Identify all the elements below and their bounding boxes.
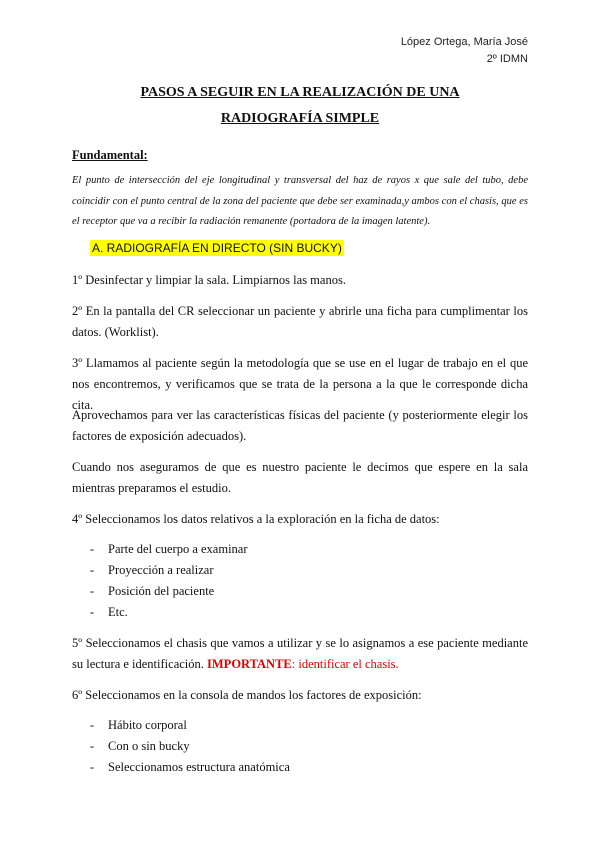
author-name: López Ortega, María José	[400, 36, 528, 48]
dash-bullet: -	[90, 542, 95, 556]
dash-bullet: -	[90, 584, 95, 598]
fundamental-text: El punto de intersección del eje longitudinal y transversal del haz de rayos x que sale del tubo, debe coincidir con el punto central de la zona del paciente que debe ser examinada,y ambos con el chasis, que es el receptor que va a recibir la radiación remanente (portadora de la imagen latente).	[72, 175, 528, 227]
section-a-heading	[90, 238, 344, 259]
list-item-text: Parte del cuerpo a examinar	[108, 542, 248, 556]
important-note: : identificar el chasis.	[291, 657, 399, 671]
step-5	[72, 633, 528, 675]
list-item-text: Posición del paciente	[108, 584, 215, 598]
list-item	[90, 539, 248, 560]
title-line-1: PASOS A SEGUIR EN LA REALIZACIÓN DE UNA	[140, 85, 460, 100]
list-item	[90, 715, 290, 736]
dash-bullet: -	[90, 563, 95, 577]
step-6-list	[90, 715, 290, 778]
list-item	[90, 602, 248, 623]
dash-bullet: -	[90, 718, 95, 732]
list-item	[90, 560, 248, 581]
list-item-text: Con o sin bucky	[108, 739, 190, 753]
step-1: 1º Desinfectar y limpiar la sala. Limpiarnos las manos.	[72, 273, 346, 287]
paragraph-confirm-patient: Cuando nos aseguramos de que es nuestro paciente le decimos que espere en la sala mientras preparamos el estudio.	[72, 460, 528, 495]
author-block	[401, 34, 528, 68]
fundamental-heading: Fundamental:	[72, 148, 148, 162]
list-item	[90, 581, 248, 602]
list-item	[90, 757, 290, 778]
list-item	[90, 736, 290, 757]
step-2: 2º En la pantalla del CR seleccionar un paciente y abrirle una ficha para cumplimentar los datos. (Worklist).	[72, 304, 528, 339]
title-line-2: RADIOGRAFÍA SIMPLE	[220, 111, 380, 126]
list-item-text: Hábito corporal	[108, 718, 187, 732]
step-3: 3º Llamamos al paciente según la metodología que se use en el lugar de trabajo en el que nos encontremos, y verificamos que se trata de la persona a la que le corresponde dicha cita.	[72, 356, 528, 412]
step-5-text: 5º Seleccionamos el chasis que vamos a utilizar y se lo asignamos a ese paciente mediante su lectura e identificación.	[72, 636, 528, 671]
list-item-text: Etc.	[108, 605, 128, 619]
document-title	[72, 80, 528, 132]
dash-bullet: -	[90, 760, 95, 774]
list-item-text: Proyección a realizar	[108, 563, 214, 577]
dash-bullet: -	[90, 739, 95, 753]
list-item-text: Seleccionamos estructura anatómica	[108, 760, 290, 774]
dash-bullet: -	[90, 605, 95, 619]
step-4-list	[90, 539, 248, 623]
section-a-highlight: A. RADIOGRAFÍA EN DIRECTO (SIN BUCKY)	[92, 241, 342, 255]
course-label: 2º IDMN	[486, 53, 528, 65]
paragraph-characteristics: Aprovechamos para ver las características físicas del paciente (y posteriormente elegir los factores de exposición adecuados).	[72, 408, 528, 443]
step-4: 4º Seleccionamos los datos relativos a la exploración en la ficha de datos:	[72, 512, 440, 526]
important-label: IMPORTANTE	[207, 657, 292, 671]
step-6: 6º Seleccionamos en la consola de mandos los factores de exposición:	[72, 688, 422, 702]
